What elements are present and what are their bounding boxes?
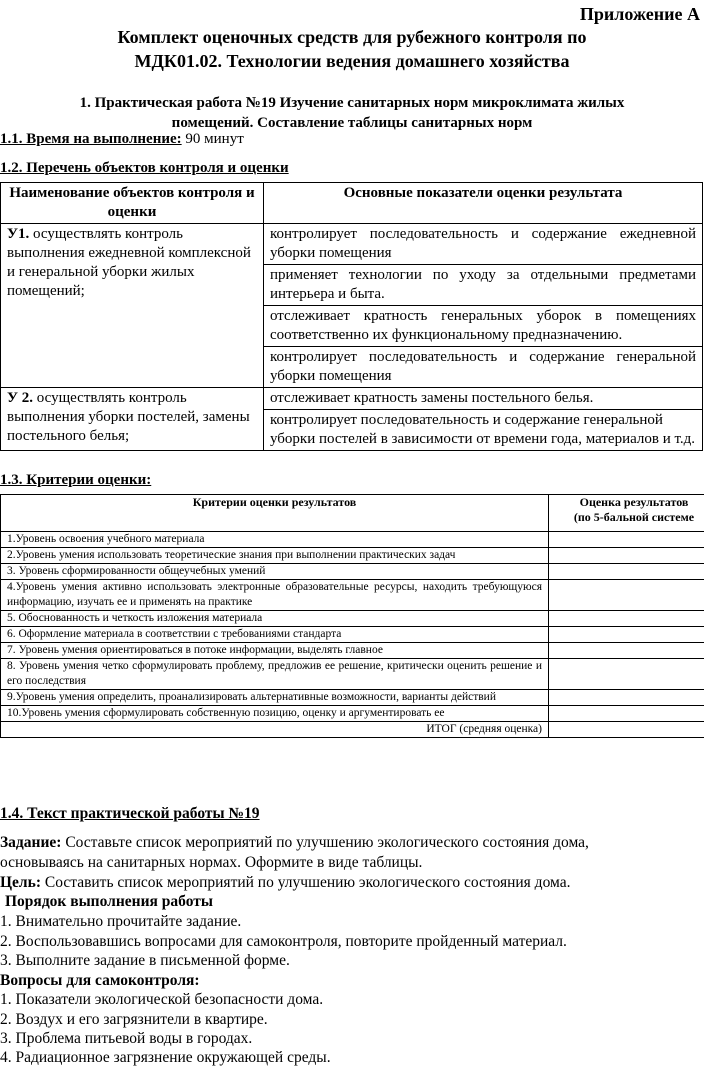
criterion-row: 2.Уровень умения использовать теоретические знания при выполнении практических задач	[1, 548, 549, 564]
procedure-step: 3. Выполните задание в письменной форме.	[0, 952, 290, 969]
indicator: применяет технологии по уходу за отдельными предметами интерьера и быта.	[264, 265, 703, 306]
time-value: 90 минут	[185, 131, 244, 147]
indicator: контролирует последовательность и содержание генеральной уборки постелей в зависимости от времени года, материалов и т.д.	[264, 410, 703, 451]
question-item: 3. Проблема питьевой воды в городах.	[0, 1030, 253, 1047]
indicator: отслеживает кратность замены постельного белья.	[264, 388, 703, 410]
criteria-table	[0, 494, 704, 738]
criterion-row: 6. Оформление материала в соответствии с требованиями стандарта	[1, 627, 549, 643]
work-title-line1: 1. Практическая работа №19 Изучение санитарных норм микроклимата жилых	[79, 95, 625, 111]
objects-table	[0, 182, 703, 451]
procedure-step: 1. Внимательно прочитайте задание.	[0, 913, 242, 930]
task-line1: Задание: Составьте список мероприятий по улучшению экологического состояния дома,	[0, 834, 589, 851]
section-1-3-heading: 1.3. Критерии оценки:	[0, 472, 152, 488]
work-title-line2: помещений. Составление таблицы санитарных норм	[171, 115, 533, 131]
doc-title-line1: Комплект оценочных средств для рубежного контроля по	[117, 27, 587, 47]
indicator: контролирует последовательность и содержание генеральной уборки помещения	[264, 347, 703, 388]
section-1-2-heading: 1.2. Перечень объектов контроля и оценки	[0, 160, 289, 176]
section-1-4-heading: 1.4. Текст практической работы №19	[0, 805, 260, 822]
criterion-row: 9.Уровень умения определить, проанализировать альтернативные возможности, варианты действий	[1, 690, 549, 706]
criterion-row: 1.Уровень освоения учебного материала	[1, 532, 549, 548]
appendix-label: Приложение А	[579, 4, 700, 24]
question-item: 2. Воздух и его загрязнители в квартире.	[0, 1011, 268, 1028]
procedure-step: 2. Воспользовавшись вопросами для самоконтроля, повторите пройденный материал.	[0, 933, 567, 950]
criteria-total: ИТОГ (средняя оценка)	[1, 722, 549, 738]
criterion-row: 5. Обоснованность и четкость изложения материала	[1, 611, 549, 627]
time-line	[0, 131, 244, 148]
indicator: отслеживает кратность генеральных уборок в помещениях соответственно их функциональному предназначению.	[264, 306, 703, 347]
object-u2: У 2. осуществлять контроль выполнения уборки постелей, замены постельного белья;	[1, 388, 264, 451]
object-u1: У1. осуществлять контроль выполнения ежедневной комплексной и генеральной уборки жилых помещений;	[1, 224, 264, 388]
question-item: 4. Радиационное загрязнение окружающей среды.	[0, 1049, 331, 1066]
questions-heading: Вопросы для самоконтроля:	[0, 972, 200, 989]
criteria-col-header-1: Критерии оценки результатов	[1, 495, 549, 532]
criteria-col-header-2: Оценка результатов (по 5-бальной системе	[549, 495, 704, 532]
goal-line: Цель: Составить список мероприятий по улучшению экологического состояния дома.	[0, 874, 571, 891]
task-line2: основываясь на санитарных нормах. Оформите в виде таблицы.	[0, 854, 423, 871]
indicator: контролирует последовательность и содержание ежедневной уборки помещения	[264, 224, 703, 265]
criterion-row: 4.Уровень умения активно использовать электронные образовательные ресурсы, находить требующуюся информацию, изучать ее и применять на практике	[1, 580, 549, 611]
criterion-row: 7. Уровень умения ориентироваться в потоке информации, выделять главное	[1, 643, 549, 659]
objects-col-header-2: Основные показатели оценки результата	[264, 183, 703, 224]
objects-col-header-1: Наименование объектов контроля и оценки	[1, 183, 264, 224]
criterion-row: 3. Уровень сформированности общеучебных умений	[1, 564, 549, 580]
criterion-row: 8. Уровень умения четко сформулировать проблему, предложив ее решение, критически оценить решение и его последствия	[1, 659, 549, 690]
doc-title-line2: МДК01.02. Технологии ведения домашнего хозяйства	[134, 51, 570, 71]
procedure-heading: Порядок выполнения работы	[5, 893, 213, 910]
question-item: 1. Показатели экологической безопасности дома.	[0, 991, 324, 1008]
criterion-row: 10.Уровень умения сформулировать собственную позицию, оценку и аргументировать ее	[1, 706, 549, 722]
time-label: 1.1. Время на выполнение:	[0, 131, 182, 147]
